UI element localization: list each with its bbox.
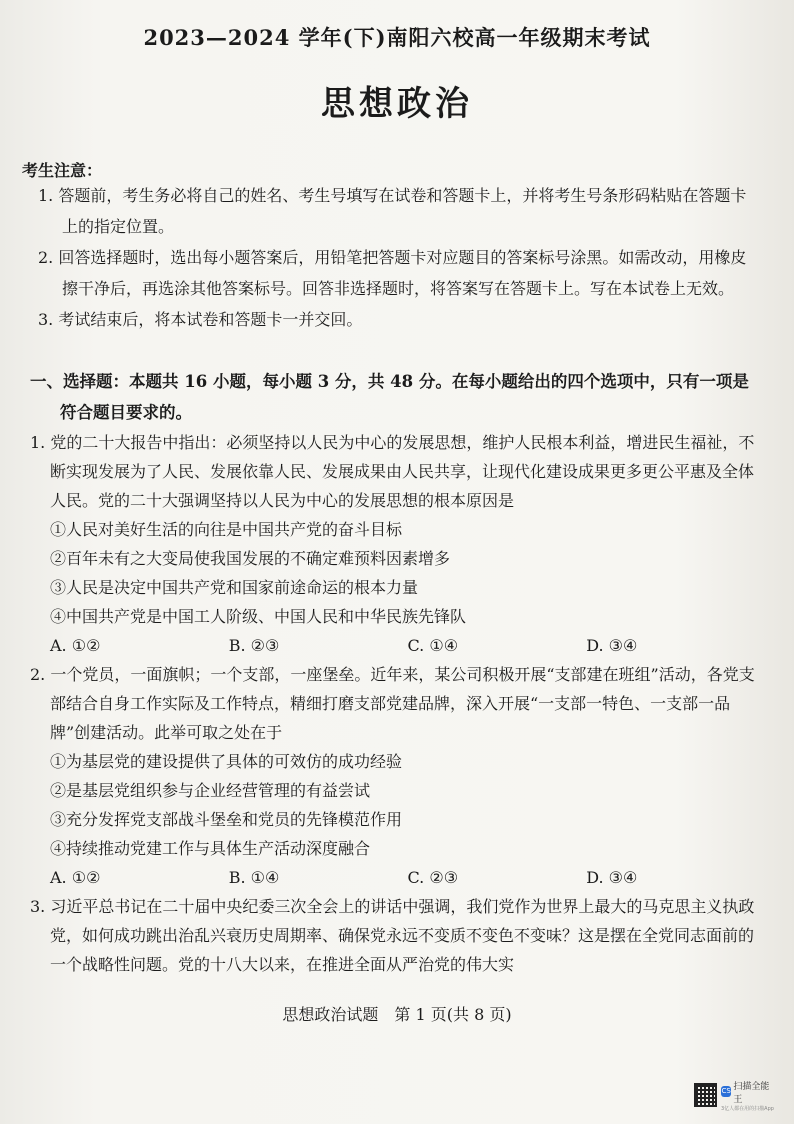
choice-a: A. ①② — [50, 636, 101, 655]
section-heading-line: 一、选择题：本题共 16 小题，每小题 3 分，共 48 分。在每小题给出的四个选项中，只有一项是 — [30, 372, 749, 391]
question-stem: 1. 党的二十大报告中指出：必须坚持以人民为中心的发展思想，维护人民根本利益，增进民生福祉，不断实现发展为了人民、发展依靠人民、发展成果由人民共享，让现代化建设成果更多更公平惠及全体人民。党的二十大强调坚持以人民为中心的发展思想的根本原因是 — [30, 433, 755, 510]
qr-code-icon — [694, 1083, 717, 1107]
choice-a: A. ①② — [50, 868, 101, 887]
exam-title: 2023—2024 学年(下)南阳六校高一年级期末考试 — [143, 25, 651, 50]
question-1 — [30, 428, 765, 660]
subject-title: 思想政治 — [321, 84, 473, 124]
statement-option: ③充分发挥党支部战斗堡垒和党员的先锋模范作用 — [50, 810, 403, 829]
notice-item: 3. 考试结束后，将本试卷和答题卡一并交回。 — [38, 310, 363, 329]
section-heading — [30, 366, 765, 428]
scanner-watermark — [694, 1080, 776, 1110]
section-heading-line: 符合题目要求的。 — [60, 403, 192, 422]
choice-d: D. ③④ — [586, 868, 638, 887]
question-stem: 2. 一个党员，一面旗帜；一个支部，一座堡垒。近年来，某公司积极开展“支部建在班组”活动，各党支部结合自身工作实际及工作特点，精细打磨支部党建品牌，深入开展“一支部一特色、一支部一品牌”创建活动。此举可取之处在于 — [30, 665, 755, 742]
notice-list — [22, 180, 762, 335]
choice-c: C. ①④ — [407, 636, 459, 655]
choice-c: C. ②③ — [407, 868, 459, 887]
choice-b: B. ①④ — [228, 868, 280, 887]
choice-d: D. ③④ — [586, 636, 638, 655]
scanner-name — [721, 1079, 776, 1105]
statement-option: ②是基层党组织参与企业经营管理的有益尝试 — [50, 781, 371, 800]
notice-item: 2. 回答选择题时，选出每小题答案后，用铅笔把答题卡对应题目的答案标号涂黑。如需改动，用橡皮擦干净后，再选涂其他答案标号。回答非选择题时，将答案写在答题卡上。写在本试卷上无效。 — [38, 248, 747, 298]
question-list — [30, 428, 765, 979]
scanner-logo — [721, 1079, 776, 1112]
question-3 — [30, 892, 765, 979]
statement-option: ①为基层党的建设提供了具体的可效仿的成功经验 — [50, 752, 403, 771]
answer-choices — [30, 631, 765, 660]
question-stem: 3. 习近平总书记在二十届中央纪委三次全会上的讲话中强调，我们党作为世界上最大的马克思主义执政党，如何成功跳出治乱兴衰历史周期率、确保党永远不变质不变色不变味？这是摆在全党同志面前的一个战略性问题。党的十八大以来，在推进全面从严治党的伟大实 — [30, 897, 755, 974]
scanner-subtitle: 3亿人都在用的扫描App — [720, 1105, 774, 1112]
notice-item: 1. 答题前，考生务必将自己的姓名、考生号填写在试卷和答题卡上，并将考生号条形码粘贴在答题卡上的指定位置。 — [38, 186, 747, 236]
statement-option: ①人民对美好生活的向往是中国共产党的奋斗目标 — [50, 520, 403, 539]
page-footer: 思想政治试题 第 1 页(共 8 页) — [282, 1005, 512, 1024]
camscanner-icon: CS — [721, 1087, 731, 1095]
statement-option: ②百年未有之大变局使我国发展的不确定难预料因素增多 — [50, 549, 451, 568]
statement-option: ④持续推动党建工作与具体生产活动深度融合 — [50, 839, 371, 858]
notice-title: 考生注意： — [22, 161, 103, 180]
answer-choices — [30, 863, 765, 892]
statement-option: ③人民是决定中国共产党和国家前途命运的根本力量 — [50, 578, 419, 597]
question-2 — [30, 660, 765, 892]
statement-option: ④中国共产党是中国工人阶级、中国人民和中华民族先锋队 — [50, 607, 467, 626]
choice-b: B. ②③ — [228, 636, 280, 655]
scanner-name-text: 扫描全能王 — [733, 1081, 770, 1105]
